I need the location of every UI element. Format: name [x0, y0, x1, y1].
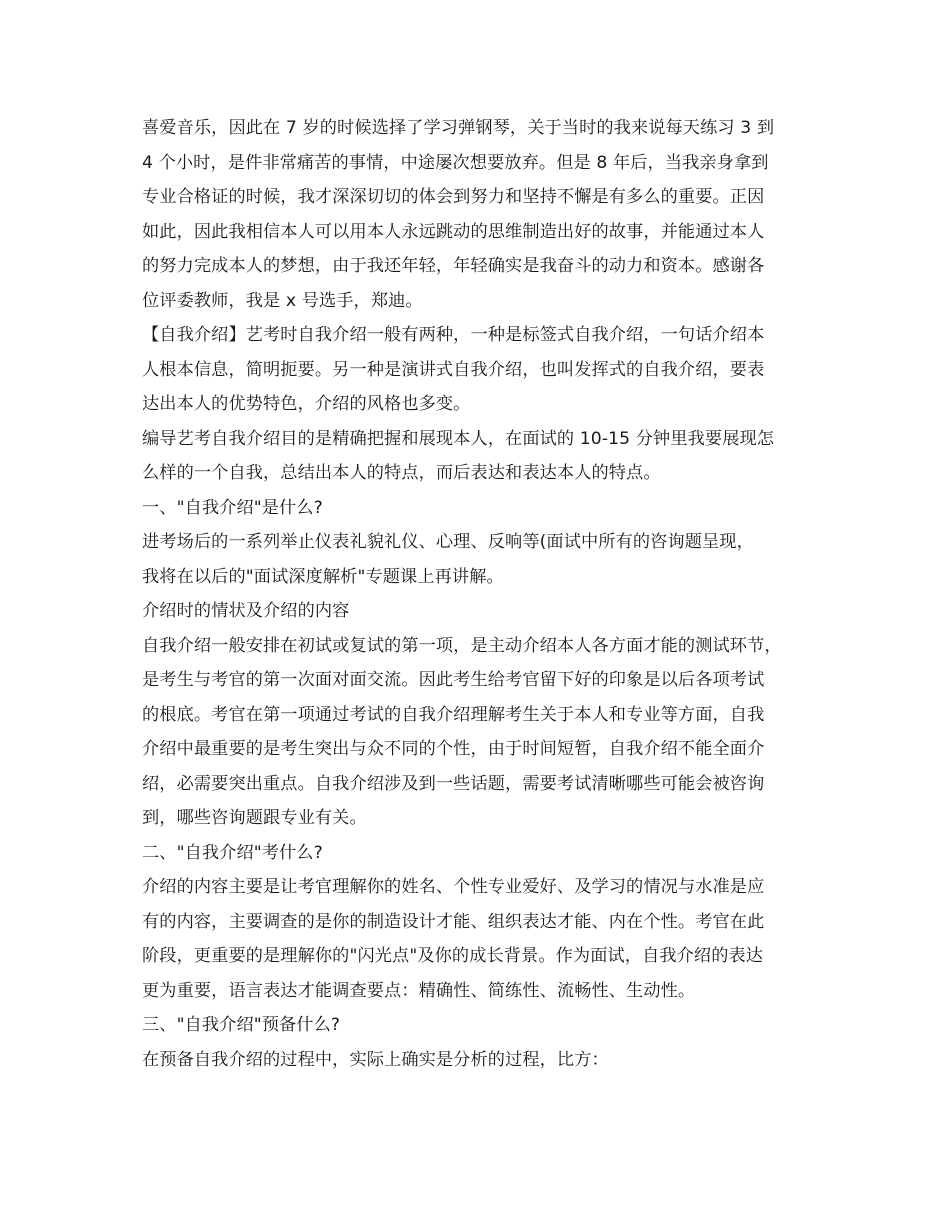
paragraph-line: 位评委教师，我是 x 号选手，郑迪。 [142, 290, 423, 311]
document-body [142, 111, 826, 1077]
paragraph-line: 介绍的内容主要是让考官理解你的姓名、个性专业爱好、及学习的情况与水准是应 [142, 877, 765, 897]
paragraph-line: 是考生与考官的第一次面对面交流。因此考生给考官留下好的印象是以后各项考试 [142, 670, 765, 690]
paragraph-line: 进考场后的一系列举止仪表礼貌礼仪、心理、反响等(面试中所有的咨询题呈现， [142, 532, 754, 552]
paragraph-line: 编导艺考自我介绍目的是精确把握和展现本人，在面试的 10-15 分钟里我要展现怎 [142, 428, 775, 449]
section-heading: 一、"自我介绍"是什么? [142, 497, 323, 518]
paragraph-line: 更为重要，语言表达才能调查要点：精确性、简练性、流畅性、生动性。 [142, 980, 696, 1001]
paragraph-line: 我将在以后的"面试深度解析"专题课上再讲解。 [142, 566, 504, 587]
paragraph-line: 【自我介绍】艺考时自我介绍一般有两种，一种是标签式自我介绍，一句话介绍本 [142, 325, 765, 345]
section-heading: 三、"自我介绍"预备什么? [142, 1015, 341, 1035]
paragraph-line: 么样的一个自我，总结出本人的特点，而后表达和表达本人的特点。 [142, 463, 661, 483]
paragraph-line: 人根本信息，简明扼要。另一种是演讲式自我介绍，也叫发挥式的自我介绍，要表 [142, 359, 765, 380]
paragraph-line: 绍，必需要突出重点。自我介绍涉及到一些话题，需要考试清晰哪些可能会被咨询 [142, 773, 765, 794]
paragraph-line: 有的内容，主要调查的是你的制造设计才能、组织表达才能、内在个性。考官在此 [142, 911, 765, 932]
paragraph-line: 喜爱音乐，因此在 7 岁的时候选择了学习弹钢琴，关于当时的我来说每天练习 3 到 [142, 118, 775, 138]
paragraph-line: 在预备自我介绍的过程中，实际上确实是分析的过程，比方： [142, 1049, 609, 1070]
paragraph-line: 专业合格证的时候，我才深深切切的体会到努力和坚持不懈是有多么的重要。正因 [142, 187, 765, 207]
paragraph-line: 的根底。考官在第一项通过考试的自我介绍理解考生关于本人和专业等方面，自我 [142, 704, 765, 725]
subsection-heading: 介绍时的情状及介绍的内容 [142, 601, 350, 621]
paragraph-line: 介绍中最重要的是考生突出与众不同的个性，由于时间短暂，自我介绍不能全面介 [142, 739, 765, 759]
paragraph-line: 的努力完成本人的梦想，由于我还年轻，年轻确实是我奋斗的动力和资本。感谢各 [142, 256, 765, 276]
paragraph-line: 如此，因此我相信本人可以用本人永远跳动的思维制造出好的故事，并能通过本人 [142, 221, 765, 242]
paragraph-line: 自我介绍一般安排在初试或复试的第一项，是主动介绍本人各方面才能的测试环节， [142, 635, 782, 656]
paragraph-line: 阶段，更重要的是理解你的"闪光点"及你的成长背景。作为面试，自我介绍的表达 [142, 946, 764, 966]
paragraph-line: 4 个小时，是件非常痛苦的事情，中途屡次想要放弃。但是 8 年后，当我亲身拿到 [142, 152, 769, 173]
section-heading: 二、"自我介绍"考什么? [142, 842, 323, 863]
paragraph-line: 到，哪些咨询题跟专业有关。 [142, 808, 367, 828]
paragraph-line: 达出本人的优势特色，介绍的风格也多变。 [142, 394, 471, 414]
